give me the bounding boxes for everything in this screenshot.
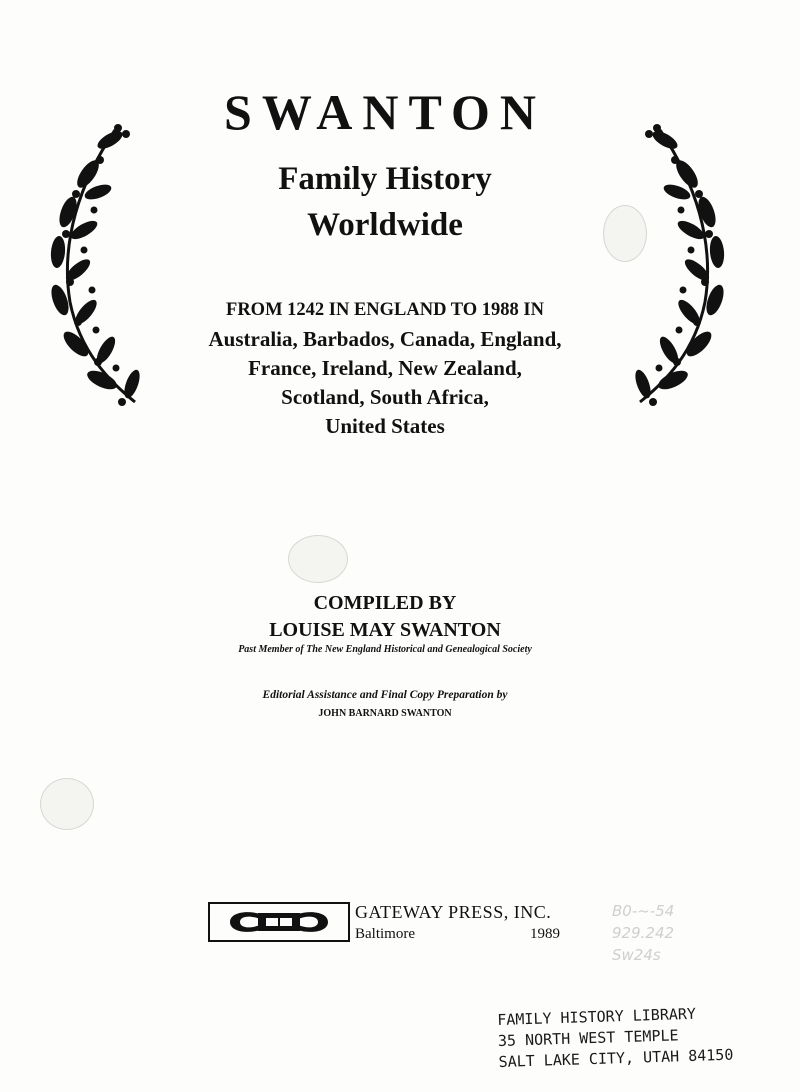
- right-wreath-icon: [615, 122, 735, 412]
- compiler-affiliation: Past Member of The New England Historical and Genealogical Society: [238, 644, 532, 655]
- publication-year: 1989: [530, 926, 560, 942]
- pencil-note: Sw24s: [612, 946, 661, 964]
- book-title: SWANTON: [224, 84, 546, 140]
- stamp-line: SALT LAKE CITY, UTAH 84150: [498, 1045, 734, 1071]
- left-wreath-icon: [40, 122, 160, 412]
- library-stamp: [497, 1001, 799, 1073]
- pencil-note: B0-~-54: [612, 902, 675, 920]
- paper-stain: [288, 535, 348, 583]
- editor-name: JOHN BARNARD SWANTON: [318, 708, 452, 719]
- coverage-line: Scotland, South Africa,: [281, 385, 489, 409]
- paper-stain: [40, 778, 94, 830]
- compiler-name: LOUISE MAY SWANTON: [269, 619, 501, 641]
- coverage-line: FROM 1242 IN ENGLAND TO 1988 IN: [226, 300, 544, 320]
- coverage-line: United States: [325, 414, 445, 438]
- subtitle-line: Family History: [278, 161, 492, 197]
- coverage-line: France, Ireland, New Zealand,: [248, 356, 522, 380]
- editorial-label: Editorial Assistance and Final Copy Preparation by: [262, 689, 508, 701]
- coverage-line: Australia, Barbados, Canada, England,: [208, 327, 562, 351]
- compiler-block: [185, 590, 585, 644]
- pencil-note: 929.242: [612, 924, 675, 942]
- publisher-name: GATEWAY PRESS, INC.: [355, 902, 552, 922]
- compiled-by-label: COMPILED BY: [313, 592, 457, 614]
- stamp-line: 35 NORTH WEST TEMPLE: [497, 1026, 679, 1050]
- publisher-city: Baltimore: [355, 926, 415, 942]
- coverage-description: [160, 296, 610, 441]
- pencil-call-number: [612, 900, 742, 975]
- gateway-press-logo: [208, 902, 350, 942]
- stamp-line: FAMILY HISTORY LIBRARY: [497, 1004, 697, 1029]
- book-subtitle: [230, 156, 540, 248]
- subtitle-line: Worldwide: [307, 207, 463, 243]
